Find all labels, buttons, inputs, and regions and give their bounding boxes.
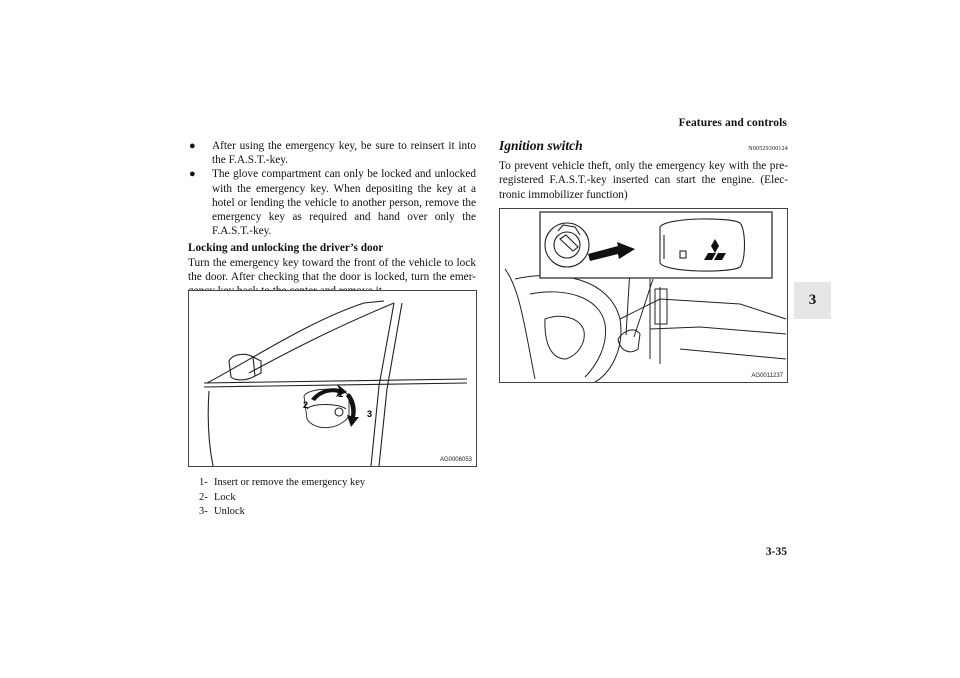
legend-number: 2- <box>199 491 208 503</box>
reference-code: N00529300124 <box>748 146 788 152</box>
legend-item <box>199 491 365 506</box>
bullet-text: The glove compartment can only be locked and unlocked with the emergency key. When depositing the key at a hotel or lending the vehicle to another person, remove the emergency key as required and hand over only the F.A.S.T.-key. <box>212 168 476 238</box>
ignition-paragraph: To prevent vehicle theft, only the emergency key with the pre-registered F.A.S.T.-key inserted can start the engine. (Elec-tronic immobilizer function) <box>499 160 788 201</box>
section-title: Ignition switch <box>499 138 583 153</box>
bullet-icon: ● <box>189 140 196 152</box>
legend-number: 3- <box>199 506 208 517</box>
figure-code: AG0011237 <box>751 373 783 379</box>
door-lock-paragraph: Turn the emergency key toward the front of the vehicle to lock the door. After checking that the door is locked, turn the emer- <box>188 256 476 283</box>
ignition-figure <box>499 208 788 383</box>
page-number: 3-35 <box>765 546 787 558</box>
legend-text: Lock <box>214 491 236 503</box>
callout-1: 1 <box>338 389 344 399</box>
bullet-item <box>188 167 476 238</box>
header-title: Features and controls <box>678 117 787 129</box>
right-column <box>499 139 788 202</box>
door-lock-figure <box>188 290 477 467</box>
bullet-item <box>188 139 476 167</box>
callout-3: 3 <box>367 409 373 419</box>
legend-text: Unlock <box>214 506 245 517</box>
legend-item <box>199 476 365 491</box>
figure-code: AG0006053 <box>439 457 472 463</box>
ignition-illustration <box>500 209 787 382</box>
door-illustration <box>189 291 476 466</box>
legend-text: Insert or remove the emergency key <box>214 477 366 488</box>
door-lock-heading: Locking and unlocking the driver’s door <box>188 242 384 255</box>
legend-number: 1- <box>199 477 208 488</box>
left-column <box>188 139 476 298</box>
bullet-text: After using the emergency key, be sure to reinsert it into the F.A.S.T.-key. <box>212 140 476 167</box>
chapter-tab: 3 <box>794 282 831 319</box>
figure-legend <box>199 476 365 520</box>
callout-2: 2 <box>303 400 309 410</box>
legend-item <box>199 505 365 520</box>
bullet-icon: ● <box>189 168 196 181</box>
section-header <box>499 139 788 156</box>
